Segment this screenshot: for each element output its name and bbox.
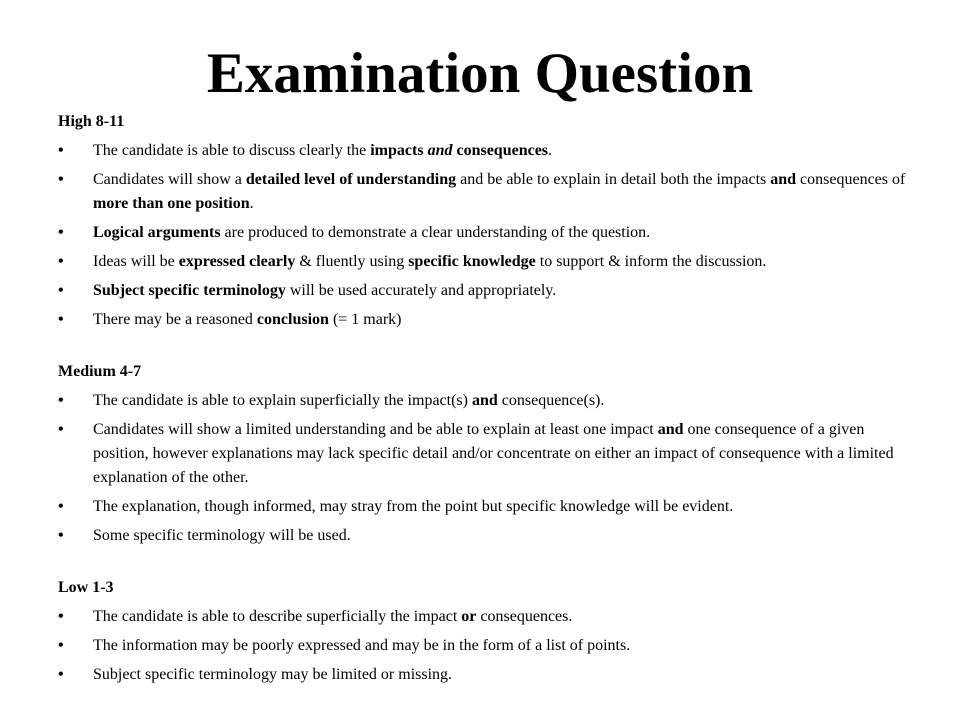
text-run: Ideas will be	[93, 253, 179, 270]
bullet-item	[58, 663, 918, 687]
bullet-item	[58, 139, 918, 163]
section-high	[58, 110, 918, 332]
section-heading: Medium 4-7	[58, 363, 142, 380]
bullet-dot: •	[58, 171, 64, 188]
text-run: expressed clearly	[178, 253, 296, 270]
text-run: The explanation, though informed, may stray from the point but specific knowledge will be evident.	[93, 498, 734, 515]
text-run: The candidate is able to describe superficially the impact	[93, 608, 462, 625]
bullet-list	[58, 389, 918, 548]
section-low	[58, 576, 918, 687]
text-run: are produced to demonstrate a clear understanding of the question.	[220, 224, 651, 241]
text-run: impacts	[370, 142, 428, 159]
bullet-list	[58, 605, 918, 687]
bullet-dot: •	[58, 392, 64, 409]
rubric-body	[58, 110, 918, 687]
bullet-dot: •	[58, 666, 64, 683]
bullet-item	[58, 605, 918, 629]
bullet-item	[58, 168, 918, 216]
text-run: detailed level of understanding	[245, 171, 457, 188]
text-run: Subject specific terminology	[93, 282, 286, 299]
text-run: (= 1 mark)	[328, 311, 402, 328]
bullet-dot: •	[58, 498, 64, 515]
bullet-item	[58, 418, 918, 490]
text-run: .	[548, 142, 553, 159]
bullet-dot: •	[58, 224, 64, 241]
text-run: The candidate is able to discuss clearly the	[93, 142, 371, 159]
bullet-item	[58, 308, 918, 332]
section-gap	[58, 548, 918, 576]
text-run: Candidates will show a limited understanding and be able to explain at least one impact	[93, 421, 658, 438]
text-run: consequences	[452, 142, 549, 159]
bullet-dot: •	[58, 608, 64, 625]
text-run: and	[770, 171, 797, 188]
bullet-dot: •	[58, 311, 64, 328]
text-run: Some specific terminology will be used.	[93, 527, 351, 544]
text-run: more than one position	[93, 195, 250, 212]
text-run: one consequence of a given position, however explanations may lack specific detail and/or concentrate on either an impact of consequence with a limited explanation of the other.	[93, 421, 894, 486]
bullet-dot: •	[58, 527, 64, 544]
text-run: conclusion	[256, 311, 329, 328]
text-run: to support & inform the discussion.	[535, 253, 767, 270]
text-run: Candidates will show a	[93, 171, 246, 188]
bullet-item	[58, 389, 918, 413]
text-run: The candidate is able to explain superficially the impact(s)	[93, 392, 472, 409]
bullet-dot: •	[58, 142, 64, 159]
bullet-dot: •	[58, 637, 64, 654]
text-run: consequences of	[796, 171, 906, 188]
section-gap	[58, 332, 918, 360]
text-run: or	[461, 608, 477, 625]
text-run: There may be a reasoned	[93, 311, 257, 328]
text-run: consequences.	[476, 608, 573, 625]
section-heading: High 8-11	[58, 113, 125, 130]
text-run: Logical arguments	[93, 224, 221, 241]
text-run: consequence(s).	[497, 392, 605, 409]
bullet-item	[58, 279, 918, 303]
bullet-item	[58, 495, 918, 519]
text-run: .	[249, 195, 254, 212]
bullet-list	[58, 139, 918, 332]
text-run: and	[471, 392, 498, 409]
bullet-dot: •	[58, 282, 64, 299]
bullet-item	[58, 634, 918, 658]
text-run: & fluently using	[295, 253, 409, 270]
text-run: and	[427, 142, 453, 159]
bullet-item	[58, 221, 918, 245]
text-run: Subject specific terminology may be limited or missing.	[93, 666, 453, 683]
bullet-dot: •	[58, 421, 64, 438]
text-run: specific knowledge	[408, 253, 536, 270]
bullet-item	[58, 250, 918, 274]
slide-title: Examination Question	[206, 42, 754, 105]
section-heading: Low 1-3	[58, 579, 114, 596]
text-run: and be able to explain in detail both the impacts	[456, 171, 771, 188]
bullet-dot: •	[58, 253, 64, 270]
text-run: The information may be poorly expressed and may be in the form of a list of points.	[93, 637, 631, 654]
section-medium	[58, 360, 918, 548]
text-run: will be used accurately and appropriately.	[285, 282, 557, 299]
text-run: and	[657, 421, 684, 438]
bullet-item	[58, 524, 918, 548]
